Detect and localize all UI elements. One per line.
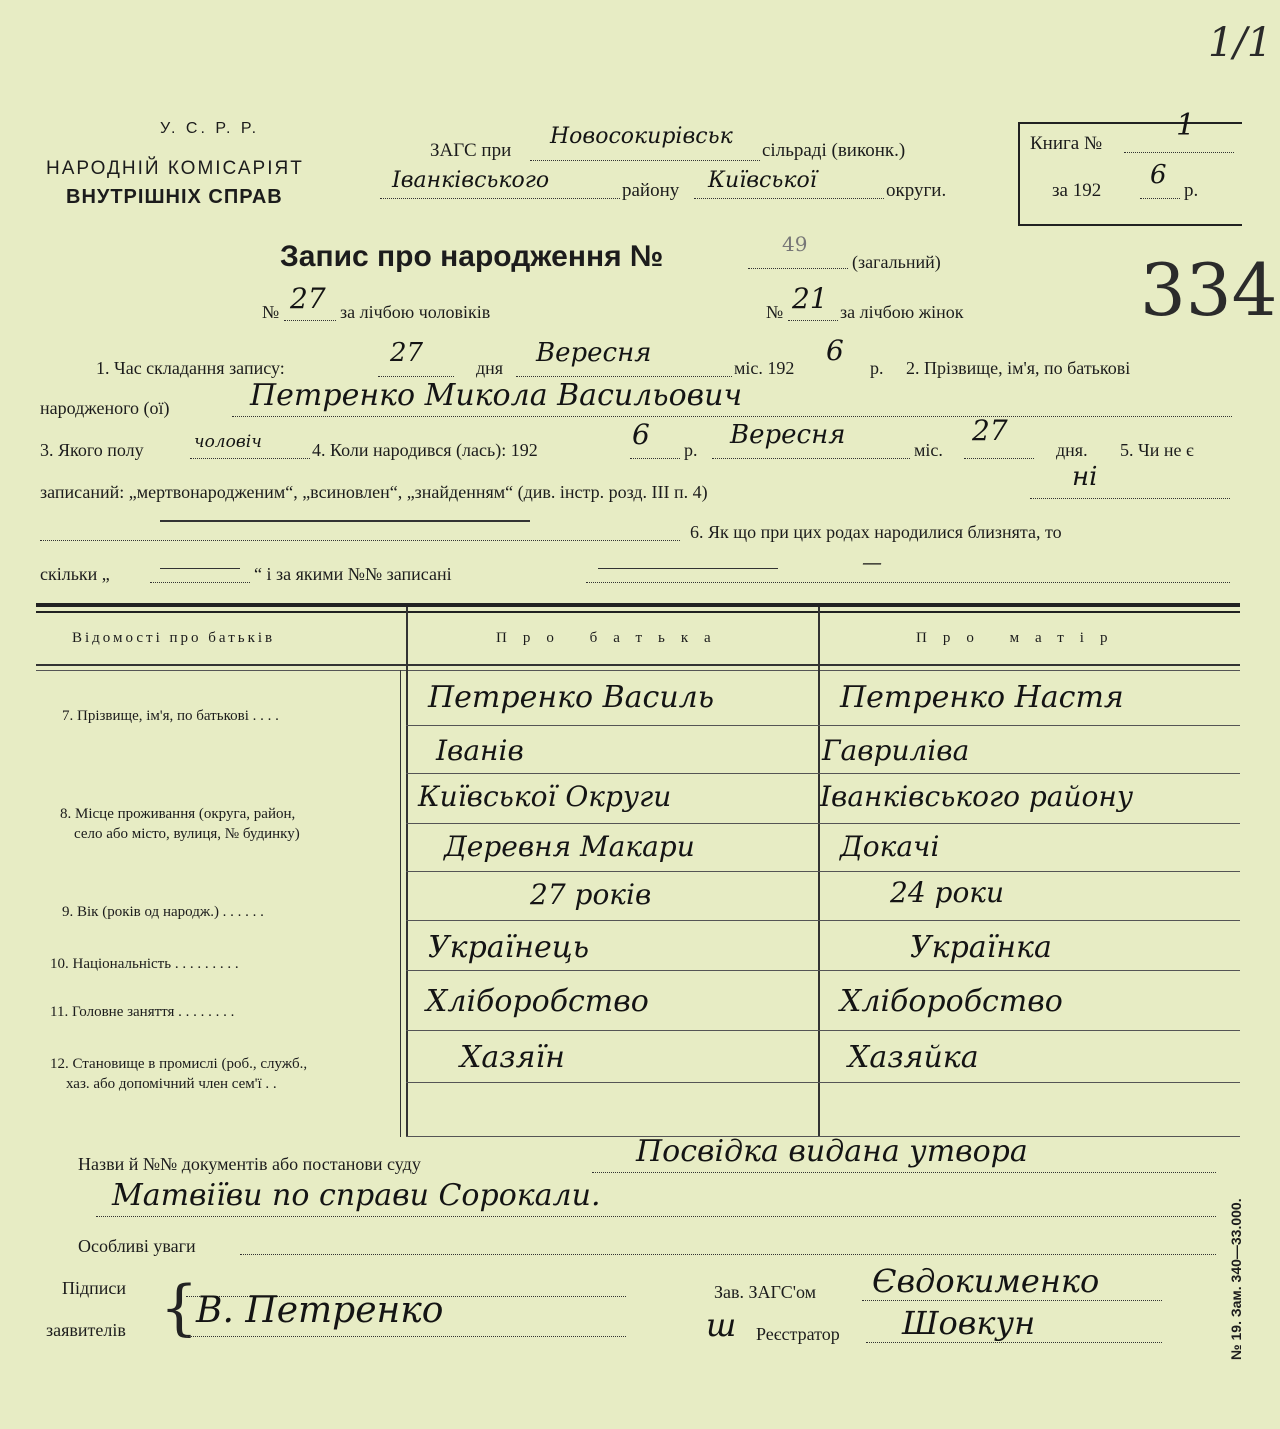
- row-label-status-2: хаз. або допомічний член сем'ї . .: [66, 1076, 277, 1092]
- item2-label-2: народженого (ої): [40, 398, 170, 418]
- registrar-signature: Шовкун: [902, 1304, 1036, 1342]
- female-count-value: 21: [792, 282, 828, 315]
- item2-label: 2. Прізвище, ім'я, по батькові: [906, 358, 1131, 378]
- row-label-age: 9. Вік (років од народж.) . . . . . .: [62, 904, 264, 920]
- item6-label-2a: скільки „: [40, 564, 110, 584]
- record-number-suffix: (загальний): [852, 252, 941, 272]
- book-year-value: 6: [1150, 160, 1167, 190]
- row-label-name: 7. Прізвище, ім'я, по батькові . . . .: [62, 708, 279, 724]
- father-residence-2: Деревня Макари: [444, 830, 695, 863]
- okrug-label: округи.: [886, 180, 947, 201]
- item1-month-label: міс. 192: [734, 358, 795, 378]
- documents-label: Назви й №№ документів або постанови суду: [78, 1154, 421, 1174]
- corner-mark: 1/1: [1208, 20, 1273, 66]
- item3-label: 3. Якого полу: [40, 440, 144, 460]
- father-age: 27 років: [530, 878, 652, 911]
- item5-label: 5. Чи не є: [1120, 440, 1194, 460]
- item6-label-2b: “ і за якими №№ записані: [254, 564, 452, 584]
- district-label: району: [622, 180, 680, 201]
- item1-year-suffix: р.: [870, 358, 884, 378]
- item1-label: 1. Час складання запису:: [96, 358, 285, 378]
- signatures-label-1: Підписи: [62, 1278, 127, 1298]
- zags-prefix: ЗАГС при: [430, 140, 512, 161]
- zags-village-value: Новосокирівськ: [550, 124, 733, 149]
- birth-day-label: дня.: [1056, 440, 1088, 460]
- zags-suffix: сільраді (виконк.): [762, 140, 906, 161]
- record-title: Запис про народження №: [280, 240, 664, 273]
- book-label: Книга №: [1030, 133, 1103, 154]
- okrug-value: Київської: [708, 168, 817, 193]
- table-header-father: Про батька: [496, 630, 727, 646]
- item1-month-value: Вересня: [536, 338, 652, 368]
- item5-label-2: записаний: „мертвонародженим“, „всиновлен“, „знайденням“ (див. інстр. розд. III п. 4): [40, 482, 708, 502]
- sex-value: чоловіч: [194, 432, 262, 452]
- zags-head-label: Зав. ЗАГС'ом: [714, 1282, 816, 1302]
- item1-day-value: 27: [390, 338, 424, 368]
- father-nationality: Українець: [428, 930, 590, 965]
- twins-dash-value: —: [862, 550, 882, 574]
- father-occupation: Хліборобство: [426, 984, 649, 1019]
- male-count-label: за лічбою чоловіків: [340, 302, 491, 322]
- father-patronymic: Іванів: [436, 734, 524, 767]
- table-header-mother: Про матір: [916, 630, 1124, 646]
- birth-day-value: 27: [972, 414, 1008, 447]
- female-count-label: за лічбою жінок: [840, 302, 964, 322]
- birth-month-value: Вересня: [730, 420, 846, 450]
- mother-occupation: Хліборобство: [840, 984, 1063, 1019]
- item4-label: 4. Коли народився (лась): 192: [312, 440, 538, 460]
- mother-name: Петренко Настя: [840, 680, 1124, 715]
- commissariat-line2: ВНУТРІШНІХ СПРАВ: [66, 186, 283, 208]
- zags-head-signature: Євдокименко: [872, 1262, 1100, 1300]
- signatures-brace: {: [160, 1273, 199, 1343]
- item5-value: ні: [1072, 462, 1098, 492]
- mother-nationality: Українка: [910, 930, 1052, 965]
- district-value: Іванківського: [392, 168, 550, 193]
- child-name-value: Петренко Микола Васильович: [250, 378, 743, 413]
- mother-residence-2: Докачі: [840, 830, 940, 863]
- birth-month-label: міс.: [914, 440, 943, 460]
- book-year-suffix: р.: [1184, 180, 1199, 201]
- republic-header: У. С. Р. Р.: [160, 120, 260, 137]
- item1-day-label: дня: [476, 358, 504, 378]
- row-label-nationality: 10. Національність . . . . . . . . .: [50, 956, 239, 972]
- row-label-status-1: 12. Становище в промислі (роб., служб.,: [50, 1056, 308, 1072]
- item6-label: 6. Як що при цих родах народилися близнята, то: [690, 522, 1062, 542]
- registrar-label: Реєстратор: [756, 1324, 840, 1344]
- table-header-parents: Відомості про батьків: [72, 630, 276, 646]
- mother-age: 24 роки: [890, 876, 1005, 909]
- notes-label: Особливі уваги: [78, 1236, 196, 1256]
- male-no-symbol: №: [262, 302, 280, 322]
- father-status: Хазяїн: [460, 1040, 565, 1075]
- commissariat-line1: НАРОДНІЙ КОМІСАРІЯТ: [46, 158, 304, 179]
- row-label-occupation: 11. Головне заняття . . . . . . . .: [50, 1004, 235, 1020]
- book-number-value: 1: [1176, 108, 1196, 143]
- father-name: Петренко Василь: [428, 680, 715, 715]
- applicant-signature: В. Петренко: [196, 1290, 444, 1331]
- father-residence-1: Київської Округи: [418, 780, 672, 813]
- mother-patronymic: Гавриліва: [822, 734, 970, 767]
- record-number-value: 49: [782, 232, 808, 256]
- registrar-prefix: ш: [706, 1306, 737, 1344]
- book-year-prefix: за 192: [1052, 180, 1102, 201]
- mother-status: Хазяйка: [848, 1040, 979, 1075]
- stamp-number: 334: [1140, 248, 1278, 332]
- item1-year-value: 6: [826, 334, 844, 367]
- documents-value-1: Посвідка видана утвора: [636, 1134, 1028, 1169]
- print-order-note: № 19. Зам. 340—33.000.: [1228, 1198, 1244, 1360]
- row-label-residence-1: 8. Місце проживання (округа, район,: [60, 806, 296, 822]
- row-label-residence-2: село або місто, вулиця, № будинку): [74, 826, 300, 842]
- mother-residence-1: Іванківського району: [820, 780, 1134, 813]
- documents-value-2: Матвіїви по справи Сорокали.: [112, 1178, 601, 1213]
- birth-year-suffix: р.: [684, 440, 698, 460]
- male-count-value: 27: [290, 282, 326, 315]
- female-no-symbol: №: [766, 302, 784, 322]
- signatures-label-2: заявителів: [46, 1320, 126, 1340]
- birth-year-value: 6: [632, 418, 650, 451]
